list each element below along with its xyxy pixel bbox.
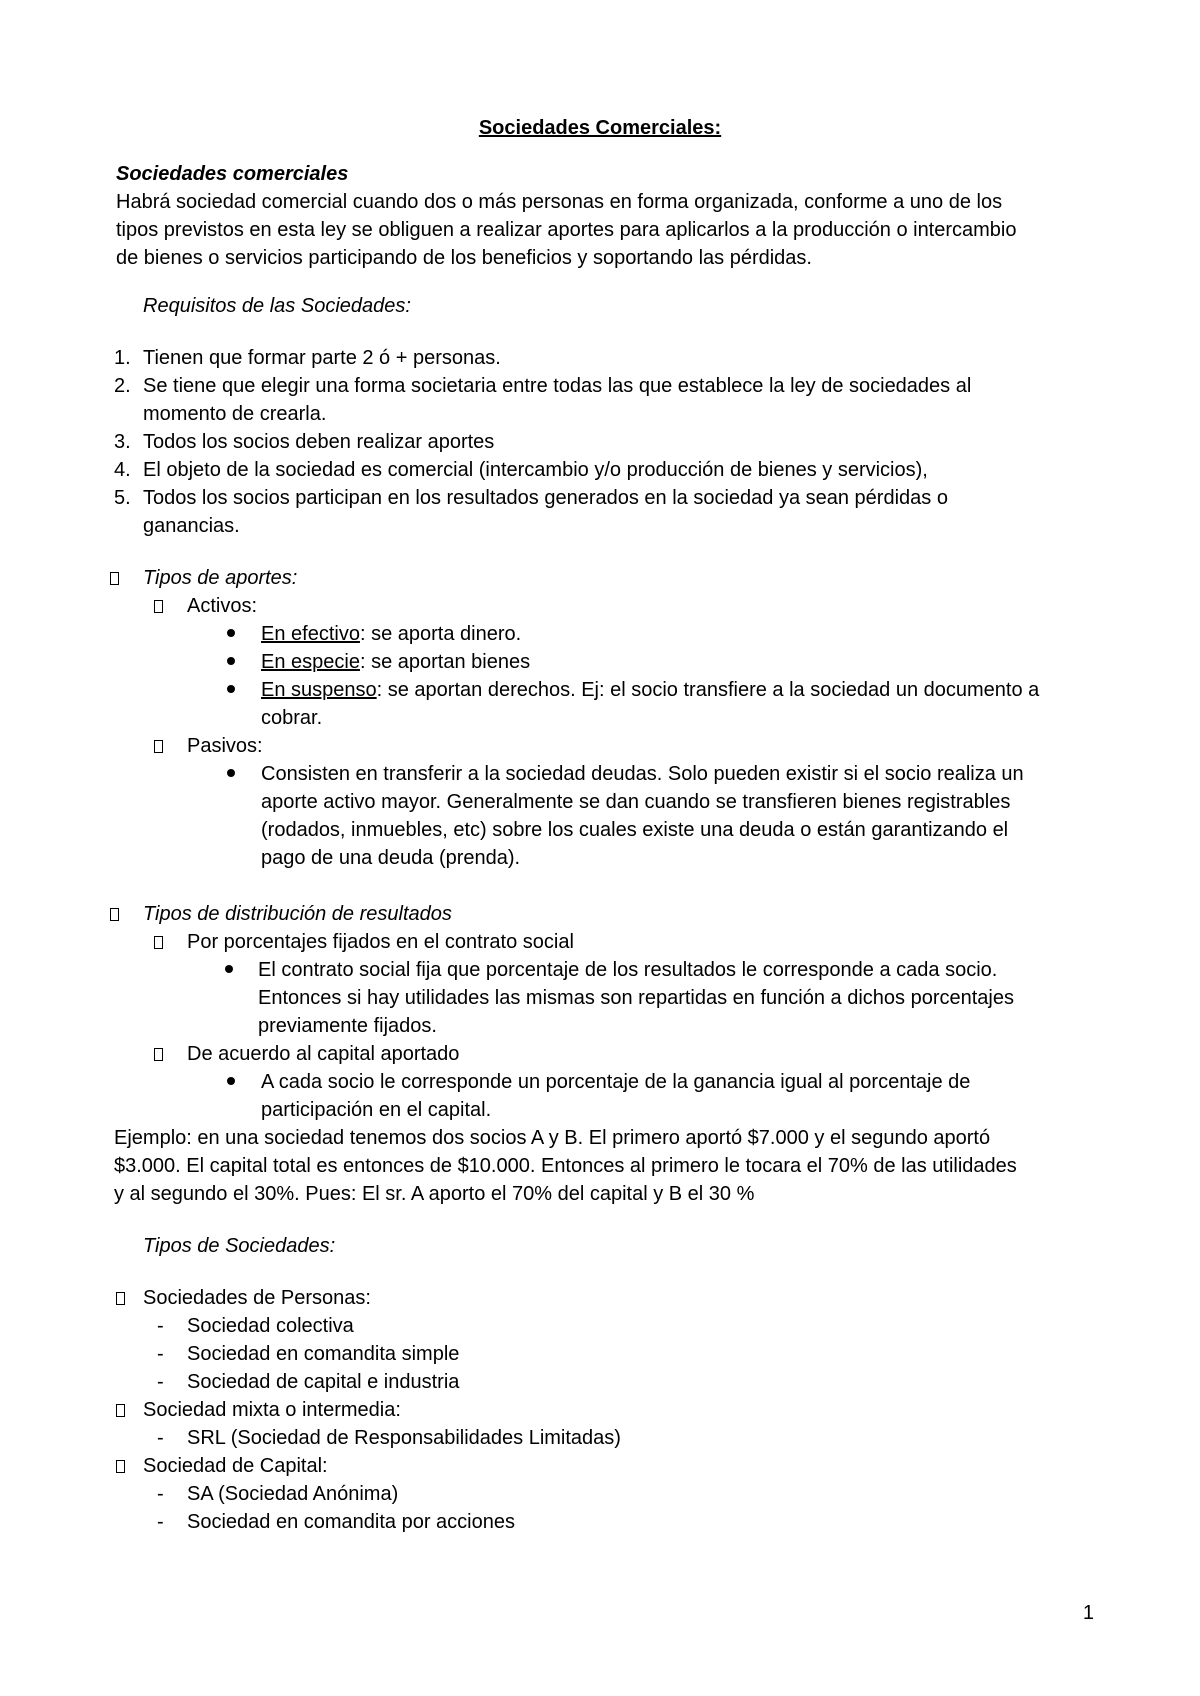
list-item: Tienen que formar parte 2 ó + personas. (143, 347, 501, 369)
term-definition: : se aportan derechos. Ej: el socio transfiere a la sociedad un documento a (376, 679, 1040, 701)
list-item-continuation: cobrar. (261, 707, 323, 729)
list-item: Se tiene que elegir una forma societaria entre todas las que establece la ley de sociedades al (143, 375, 972, 397)
term-definition: : se aporta dinero. (359, 623, 522, 645)
subheading-activos: Activos: (187, 595, 258, 617)
list-item: El contrato social fija que porcentaje de los resultados le corresponde a cada socio. (258, 959, 998, 981)
list-item: Todos los socios participan en los resultados generados en la sociedad ya sean pérdidas o (143, 487, 948, 509)
document-title: Sociedades Comerciales: (478, 117, 722, 139)
dash-bullet: - (157, 1315, 164, 1337)
bullet-dot-icon (227, 685, 235, 693)
checkbox-bullet-icon (110, 908, 119, 921)
term-en-especie: En especie (261, 651, 360, 673)
example-paragraph-line: Ejemplo: en una sociedad tenemos dos socios A y B. El primero aportó $7.000 y el segundo aportó (114, 1127, 991, 1149)
term-en-efectivo: En efectivo (261, 623, 360, 645)
section-heading-tipos: Tipos de Sociedades: (143, 1235, 336, 1257)
dash-bullet: - (157, 1343, 164, 1365)
term-en-suspenso: En suspenso (261, 679, 377, 701)
checkbox-bullet-icon (116, 1404, 125, 1417)
section-heading-aportes: Tipos de aportes: (143, 567, 298, 589)
dash-bullet: - (157, 1511, 164, 1533)
checkbox-bullet-icon (154, 1048, 163, 1061)
list-number: 1. (114, 347, 131, 369)
list-item-continuation: ganancias. (143, 515, 240, 537)
list-number: 4. (114, 459, 131, 481)
list-item: SA (Sociedad Anónima) (187, 1483, 399, 1505)
example-paragraph-line: y al segundo el 30%. Pues: El sr. A aporto el 70% del capital y B el 30 % (114, 1183, 755, 1205)
list-number: 3. (114, 431, 131, 453)
term-definition: : se aportan bienes (359, 651, 531, 673)
list-item: Sociedad en comandita por acciones (187, 1511, 515, 1533)
list-item-continuation: momento de crearla. (143, 403, 327, 425)
subheading-capital: Sociedad de Capital: (143, 1455, 328, 1477)
bullet-dot-icon (225, 965, 233, 973)
list-item: Consisten en transferir a la sociedad deudas. Solo pueden existir si el socio realiza un (261, 763, 1024, 785)
list-item-continuation: (rodados, inmuebles, etc) sobre los cuales existe una deuda o están garantizando el (261, 819, 1009, 841)
subheading-pasivos: Pasivos: (187, 735, 263, 757)
list-number: 2. (114, 375, 131, 397)
checkbox-bullet-icon (154, 740, 163, 753)
list-item: SRL (Sociedad de Responsabilidades Limitadas) (187, 1427, 621, 1449)
intro-paragraph-line: Habrá sociedad comercial cuando dos o más personas en forma organizada, conforme a uno de los (116, 191, 1003, 213)
list-item: El objeto de la sociedad es comercial (intercambio y/o producción de bienes y servicios), (143, 459, 928, 481)
list-number: 5. (114, 487, 131, 509)
list-item: Sociedad colectiva (187, 1315, 354, 1337)
bullet-dot-icon (227, 657, 235, 665)
section-heading-distribucion: Tipos de distribución de resultados (143, 903, 452, 925)
list-item (261, 620, 521, 648)
section-heading-sociedades: Sociedades comerciales (116, 163, 349, 185)
checkbox-bullet-icon (110, 572, 119, 585)
subheading-porcentajes: Por porcentajes fijados en el contrato social (187, 931, 574, 953)
list-item-continuation: pago de una deuda (prenda). (261, 847, 521, 869)
bullet-dot-icon (227, 1077, 235, 1085)
example-paragraph-line: $3.000. El capital total es entonces de $10.000. Entonces al primero le tocara el 70% de las utilidades (114, 1155, 1017, 1177)
dash-bullet: - (157, 1427, 164, 1449)
list-item-continuation: aporte activo mayor. Generalmente se dan cuando se transfieren bienes registrables (261, 791, 1011, 813)
bullet-dot-icon (227, 769, 235, 777)
list-item-continuation: previamente fijados. (258, 1015, 437, 1037)
subheading-capital-aportado: De acuerdo al capital aportado (187, 1043, 460, 1065)
list-item-continuation: participación en el capital. (261, 1099, 492, 1121)
subheading-personas: Sociedades de Personas: (143, 1287, 371, 1309)
list-item: Sociedad de capital e industria (187, 1371, 460, 1393)
list-item (261, 676, 1039, 704)
intro-paragraph-line: tipos previstos en esta ley se obliguen a realizar aportes para aplicarlos a la producción o intercambio (116, 219, 1017, 241)
list-item-continuation: Entonces si hay utilidades las mismas son repartidas en función a dichos porcentajes (258, 987, 1014, 1009)
list-item: A cada socio le corresponde un porcentaje de la ganancia igual al porcentaje de (261, 1071, 971, 1093)
checkbox-bullet-icon (116, 1460, 125, 1473)
checkbox-bullet-icon (154, 936, 163, 949)
dash-bullet: - (157, 1371, 164, 1393)
bullet-dot-icon (227, 629, 235, 637)
section-heading-requisitos: Requisitos de las Sociedades: (143, 295, 411, 317)
list-item: Todos los socios deben realizar aportes (143, 431, 495, 453)
list-item: Sociedad en comandita simple (187, 1343, 460, 1365)
dash-bullet: - (157, 1483, 164, 1505)
list-item (261, 648, 530, 676)
checkbox-bullet-icon (116, 1292, 125, 1305)
checkbox-bullet-icon (154, 600, 163, 613)
subheading-mixta: Sociedad mixta o intermedia: (143, 1399, 401, 1421)
page-number: 1 (1082, 1602, 1094, 1624)
intro-paragraph-line: de bienes o servicios participando de los beneficios y soportando las pérdidas. (116, 247, 812, 269)
